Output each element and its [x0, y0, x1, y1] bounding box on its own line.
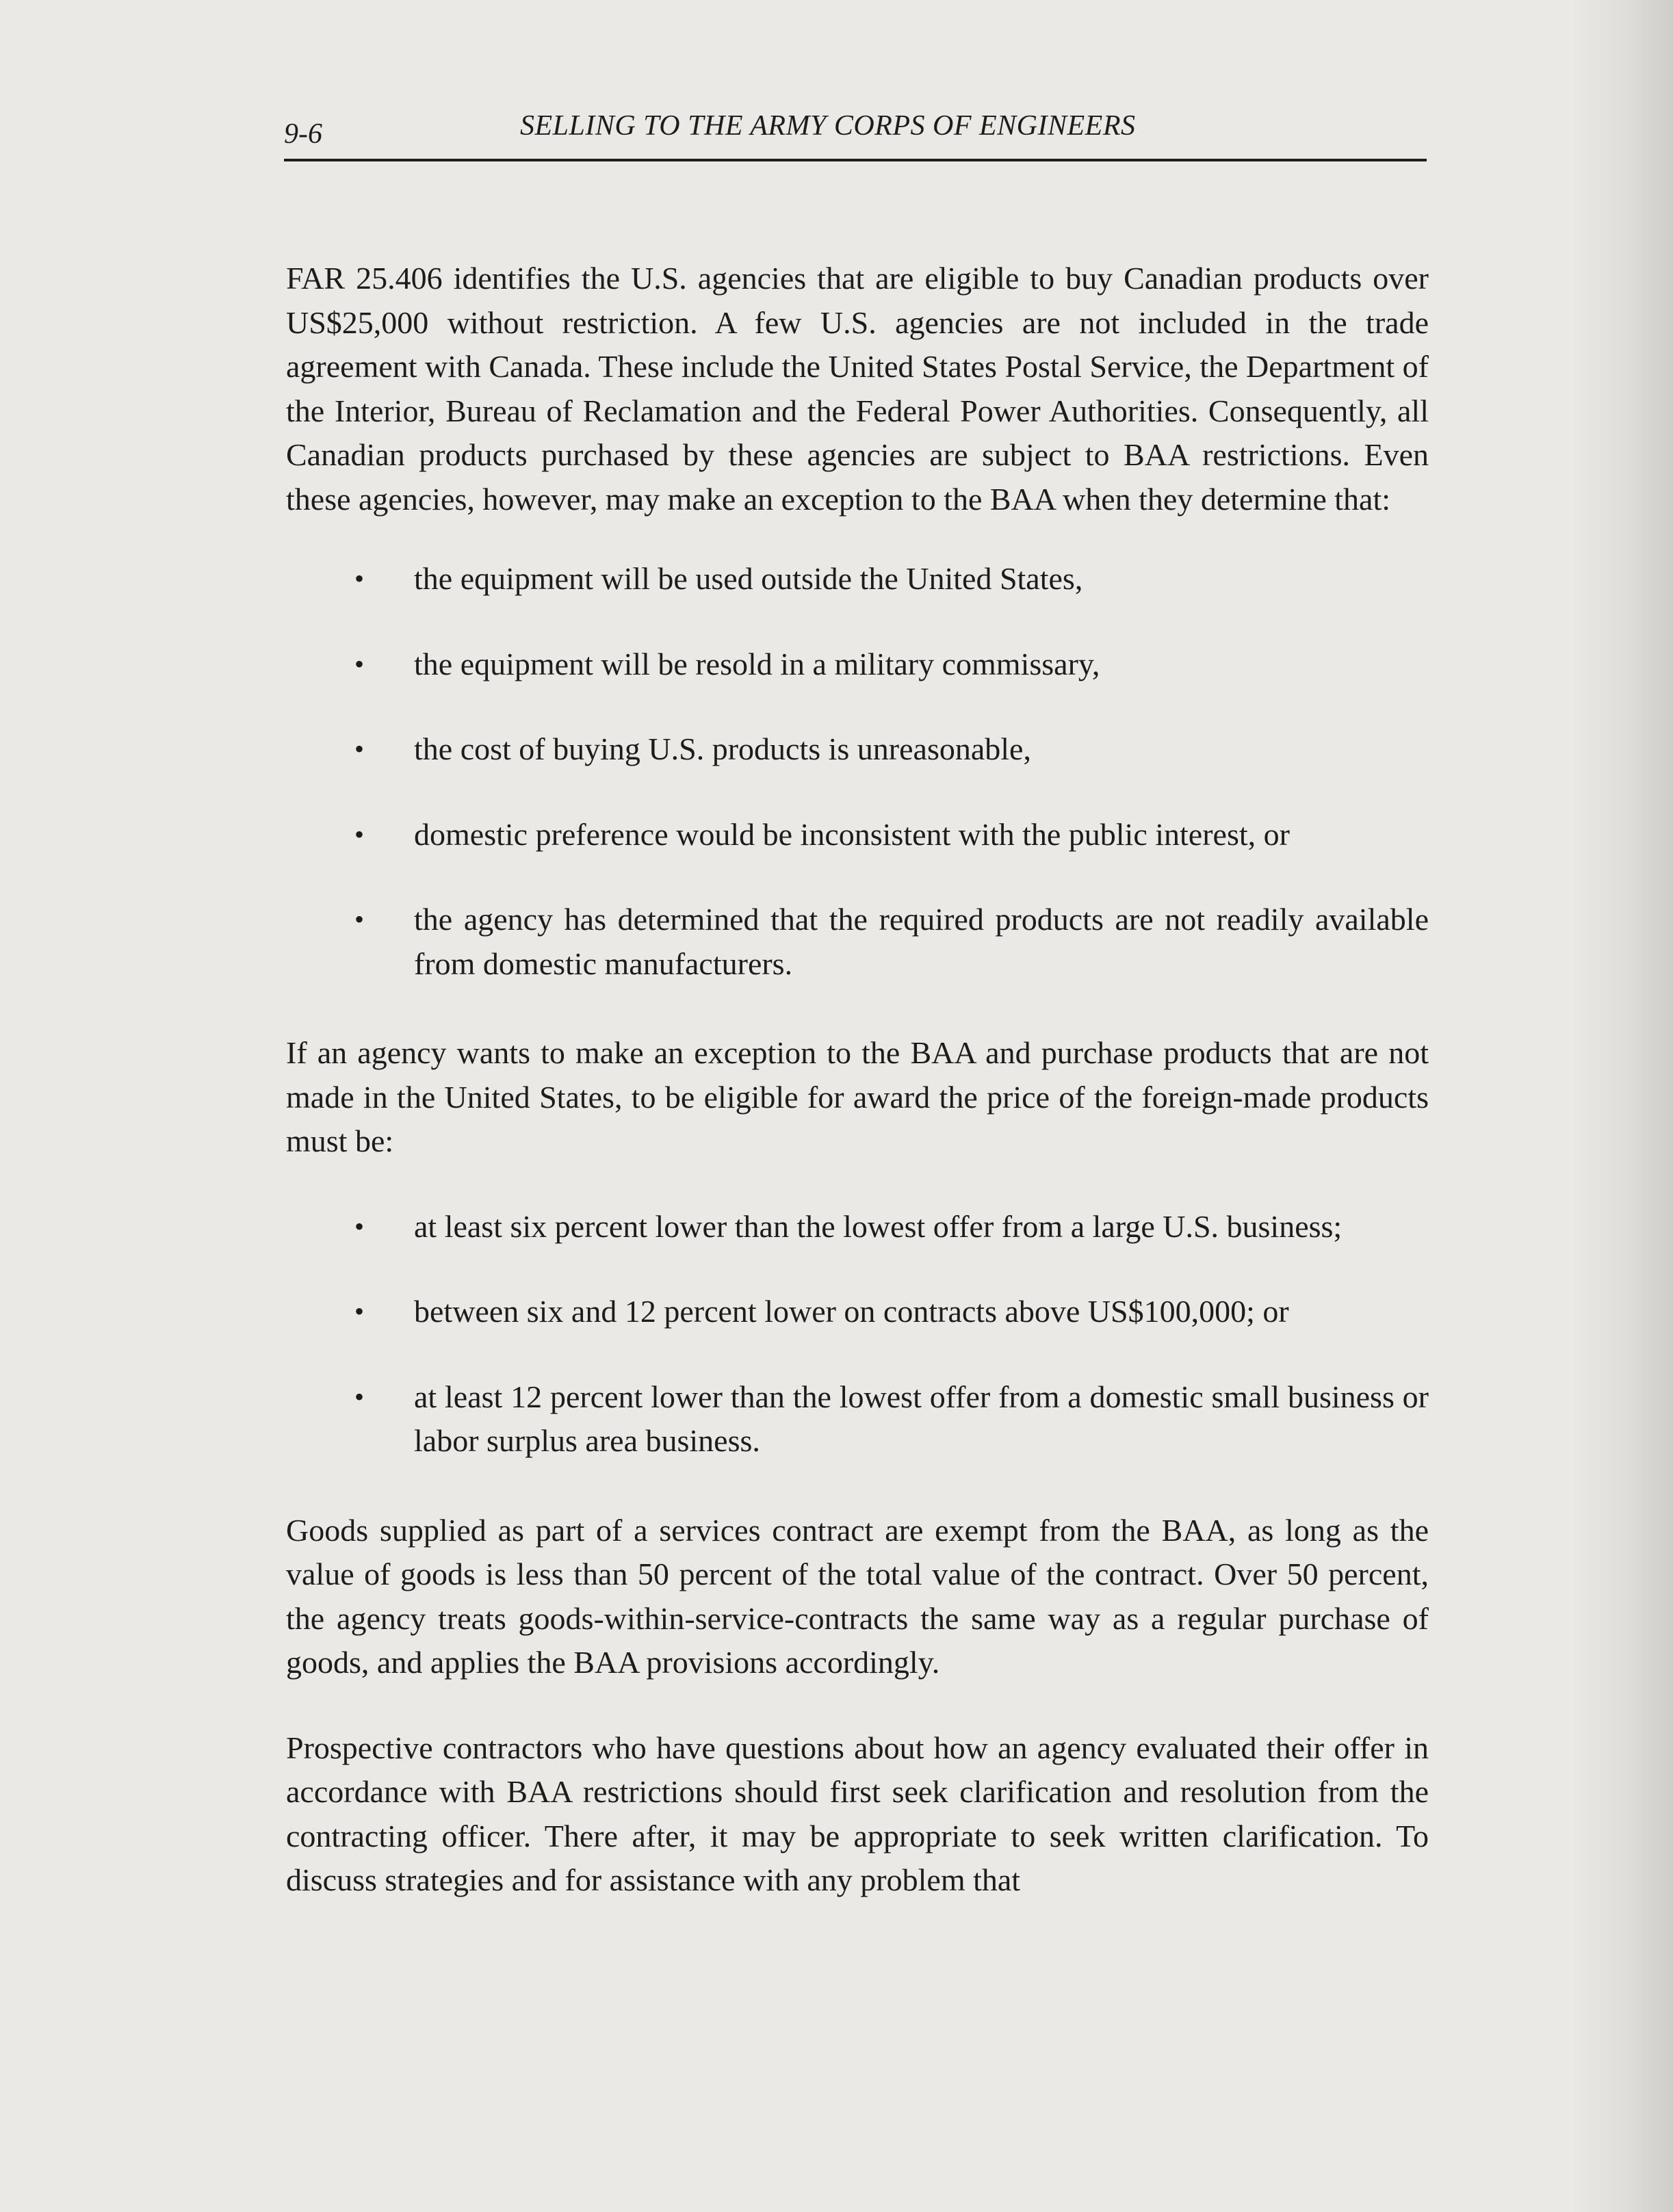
bullet-icon: • — [354, 904, 365, 935]
price-conditions-list — [286, 1205, 1429, 1463]
contractors-paragraph: Prospective contractors who have questions about how an agency evaluated their offer in accordance with BAA restrictions should first seek clarification and resolution from the contracting officer. There after, it may be appropriate to seek written clarification. To discuss strategies and for assistance with any problem that — [286, 1730, 1429, 1897]
bullet-icon: • — [354, 733, 365, 764]
page-header — [284, 104, 1427, 161]
list-item-text: domestic preference would be inconsistent with the public interest, or — [414, 816, 1290, 852]
bullet-icon: • — [354, 563, 365, 594]
list-item — [286, 642, 1429, 687]
exception-conditions-list — [286, 557, 1429, 986]
list-item-text: between six and 12 percent lower on contracts above US$100,000; or — [414, 1294, 1289, 1329]
list-item — [286, 557, 1429, 601]
list-item-text: at least 12 percent lower than the lowest offer from a domestic small business or labor surplus area business. — [414, 1379, 1429, 1458]
page-body — [286, 257, 1429, 1903]
list-item — [286, 898, 1429, 986]
bullet-icon: • — [354, 1296, 365, 1327]
list-item-text: the agency has determined that the required products are not readily available from domestic manufacturers. — [414, 902, 1429, 981]
list-item — [286, 727, 1429, 772]
bullet-icon: • — [354, 1381, 365, 1412]
bullet-icon: • — [354, 1210, 365, 1242]
list-item — [286, 1290, 1429, 1334]
page-number: 9-6 — [284, 118, 322, 150]
running-title: SELLING TO THE ARMY CORPS OF ENGINEERS — [520, 110, 1136, 142]
goods-paragraph: Goods supplied as part of a services contract are exempt from the BAA, as long as the value of goods is less than 50 percent of the total value of the contract. Over 50 percent, the agency treats goods-within-service-contracts the same way as a regular purchase of goods, and applies the BAA provisions accordingly. — [286, 1512, 1429, 1680]
list-item-text: the equipment will be resold in a military commissary, — [414, 646, 1100, 681]
list-item-text: the cost of buying U.S. products is unreasonable, — [414, 731, 1031, 766]
bullet-icon: • — [354, 818, 365, 850]
page-edge-shadow — [1570, 0, 1673, 2212]
list-item-text: at least six percent lower than the lowest offer from a large U.S. business; — [414, 1208, 1343, 1244]
list-item — [286, 1205, 1429, 1249]
bullet-icon: • — [354, 648, 365, 679]
price-paragraph: If an agency wants to make an exception to the BAA and purchase products that are not made in the United States, to be eligible for award the price of the foreign-made products must be: — [286, 1035, 1429, 1158]
list-item — [286, 813, 1429, 857]
list-item — [286, 1375, 1429, 1463]
intro-paragraph: FAR 25.406 identifies the U.S. agencies that are eligible to buy Canadian products over US$25,000 without restriction. A few U.S. agencies are not included in the trade agreement with Canada. These include the United States Postal Service, the Department of the Interior, Bureau of Reclamation and the Federal Power Authorities. Consequently, all Canadian products purchased by these agencies are subject to BAA restrictions. Even these agencies, however, may make an exception to the BAA when they determine that: — [286, 261, 1429, 517]
list-item-text: the equipment will be used outside the United States, — [414, 561, 1083, 596]
